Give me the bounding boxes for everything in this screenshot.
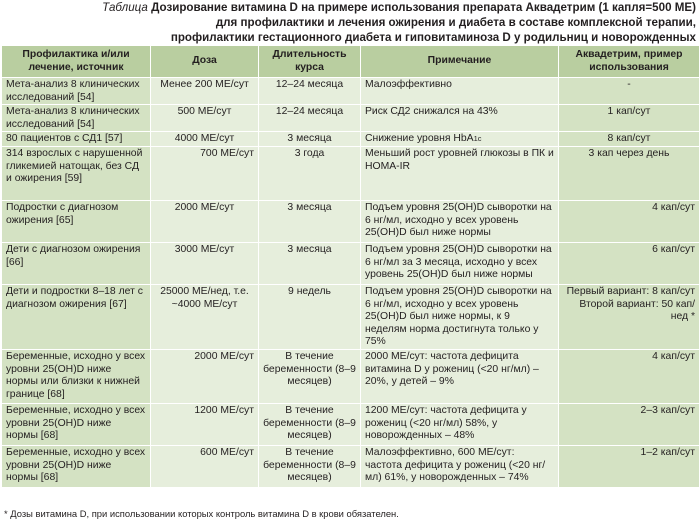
- dosage-table: [1, 45, 700, 488]
- cell-duration: 12–24 месяца: [259, 105, 361, 132]
- cell-note: 1200 МЕ/сут: частота дефицита у рожениц (<20 нг/мл) 58%, у новорожденных – 48%: [361, 403, 559, 445]
- table-row: [2, 200, 700, 242]
- cell-akvadetrim: 4 кап/сут: [559, 349, 700, 403]
- table-row: [2, 349, 700, 403]
- table-header: [2, 46, 700, 78]
- cell-note: Меньший рост уровней глюкозы в ПК и HOMA-IR: [361, 146, 559, 200]
- cell-note: Малоэффективно: [361, 78, 559, 105]
- cell-akvadetrim: 3 кап через день: [559, 146, 700, 200]
- cell-note: Малоэффективно, 600 МЕ/сут: частота дефицита у рожениц (<20 нг/мл) 61%, у новорожденных – 74%: [361, 445, 559, 487]
- caption-label: Таблица: [102, 1, 148, 14]
- caption-line-3: профилактики гестационного диабета и гиповитаминоза D у родильниц и новорожденных: [170, 31, 696, 44]
- cell-source: 314 взрослых с нарушенной гликемией натощак, без СД и ожирения [59]: [2, 146, 151, 200]
- cell-dose: 700 МЕ/сут: [151, 146, 259, 200]
- header-source: Профилактика и/или лечение, источник: [2, 46, 151, 78]
- cell-duration: 9 недель: [259, 284, 361, 349]
- cell-source: Беременные, исходно у всех уровни 25(OH)D ниже нормы или близки к нижней границе [68]: [2, 349, 151, 403]
- table-row: [2, 445, 700, 487]
- cell-dose: 4000 МЕ/сут: [151, 132, 259, 147]
- footnote: * Дозы витамина D, при использовании которых контроль витамина D в крови обязателен.: [4, 508, 399, 519]
- cell-note: 2000 МЕ/сут: частота дефицита витамина D у рожениц (<20 нг/мл) – 20%, у детей – 9%: [361, 349, 559, 403]
- cell-akvadetrim: Первый вариант: 8 кап/сут Второй вариант: 50 кап/нед *: [559, 284, 700, 349]
- cell-akvadetrim: 6 кап/сут: [559, 242, 700, 284]
- cell-akvadetrim: 2–3 кап/сут: [559, 403, 700, 445]
- caption-title-1: Дозирование витамина D на примере использования препарата Аквадетрим (1 капля=500 МЕ): [151, 1, 696, 14]
- table-row: [2, 146, 700, 200]
- cell-source: 80 пациентов с СД1 [57]: [2, 132, 151, 147]
- cell-source: Беременные, исходно у всех уровни 25(OH)D ниже нормы [68]: [2, 403, 151, 445]
- cell-source: Мета-анализ 8 клинических исследований [54]: [2, 105, 151, 132]
- cell-note: Подъем уровня 25(OH)D сыворотки на 6 нг/мл за 3 месяца, исходно у всех уровень 25(OH)D был ниже нормы: [361, 242, 559, 284]
- cell-duration: В течение беременности (8–9 месяцев): [259, 445, 361, 487]
- caption-line-2: для профилактики и лечения ожирения и диабета в составе комплексной терапии,: [215, 16, 696, 29]
- table-row: [2, 242, 700, 284]
- cell-source: Дети с диагнозом ожирения [66]: [2, 242, 151, 284]
- cell-duration: 3 года: [259, 146, 361, 200]
- cell-note: Подъем уровня 25(OH)D сыворотки на 6 нг/мл, исходно у всех уровень 25(OH)D был ниже нормы: [361, 200, 559, 242]
- cell-dose: 2000 МЕ/сут: [151, 349, 259, 403]
- header-dose: Доза: [151, 46, 259, 78]
- cell-akvadetrim: 1–2 кап/сут: [559, 445, 700, 487]
- table-row: [2, 284, 700, 349]
- header-duration: Длительность курса: [259, 46, 361, 78]
- cell-dose: 3000 МЕ/сут: [151, 242, 259, 284]
- cell-note: Подъем уровня 25(OH)D сыворотки на 6 нг/мл, исходно у всех уровень 25(OH)D был ниже нормы, к 9 неделям норма достигнута только у 75%: [361, 284, 559, 349]
- cell-akvadetrim: 8 кап/сут: [559, 132, 700, 147]
- cell-duration: 3 месяца: [259, 200, 361, 242]
- cell-duration: 3 месяца: [259, 242, 361, 284]
- cell-dose: Менее 200 МЕ/сут: [151, 78, 259, 105]
- cell-dose: 600 МЕ/сут: [151, 445, 259, 487]
- table-body: [2, 78, 700, 488]
- cell-source: Дети и подростки 8–18 лет с диагнозом ожирения [67]: [2, 284, 151, 349]
- note-subscript: 1c: [473, 134, 482, 144]
- cell-duration: 3 месяца: [259, 132, 361, 147]
- cell-source: Мета-анализ 8 клинических исследований [54]: [2, 78, 151, 105]
- cell-dose: 2000 МЕ/сут: [151, 200, 259, 242]
- table-row: [2, 132, 700, 147]
- table-row: [2, 78, 700, 105]
- header-note: Примечание: [361, 46, 559, 78]
- header-row: [2, 46, 700, 78]
- cell-source: Беременные, исходно у всех уровни 25(OH)D ниже нормы [68]: [2, 445, 151, 487]
- cell-duration: В течение беременности (8–9 месяцев): [259, 403, 361, 445]
- cell-akvadetrim: -: [559, 78, 700, 105]
- caption-line-1: [0, 0, 696, 15]
- note-text: Снижение уровня HbA: [365, 133, 474, 145]
- cell-note: [361, 132, 559, 147]
- table-row: [2, 105, 700, 132]
- table-caption: [0, 0, 696, 45]
- cell-dose: 25000 МЕ/нед, т.е. ~4000 МЕ/сут: [151, 284, 259, 349]
- cell-duration: В течение беременности (8–9 месяцев): [259, 349, 361, 403]
- cell-akvadetrim: 4 кап/сут: [559, 200, 700, 242]
- cell-akvadetrim: 1 кап/сут: [559, 105, 700, 132]
- table-row: [2, 403, 700, 445]
- header-akvadetrim: Аквадетрим, пример использования: [559, 46, 700, 78]
- cell-note: Риск СД2 снижался на 43%: [361, 105, 559, 132]
- cell-duration: 12–24 месяца: [259, 78, 361, 105]
- cell-dose: 500 МЕ/сут: [151, 105, 259, 132]
- cell-source: Подростки с диагнозом ожирения [65]: [2, 200, 151, 242]
- cell-dose: 1200 МЕ/сут: [151, 403, 259, 445]
